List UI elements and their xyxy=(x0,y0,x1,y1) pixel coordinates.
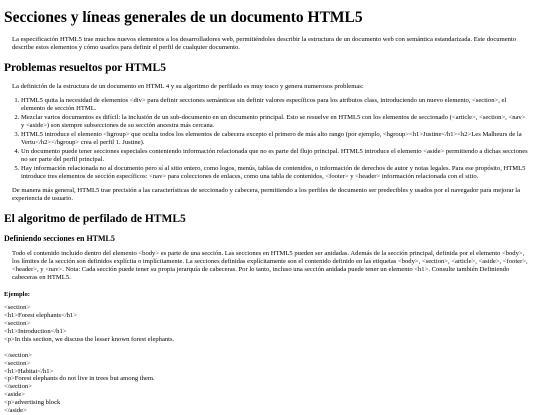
problems-list xyxy=(4,97,536,181)
example-code-block: <section> <h1>Forest elephants</h1> <section> <h1>Introduction</h1> <p>In this section, we discuss the lesser known forest elephants. </section> <section> <h1>Habitat</h1> <p>Forest elephants do not live in trees but among them. </section> <aside> <p>advertising block </aside> xyxy=(4,304,175,415)
section-heading-problems: Problemas resueltos por HTML5 xyxy=(4,62,166,75)
defining-sections-paragraph: Todo el contenido incluido dentro del elemento <body> es parte de una sección. Las secciones en HTML5 pueden ser anidadas. Además de la sección principal, definida por el elemento <body>, los límites de la sección son definidos explícita o implícitamente. La secciones definidas explícitamente son el contenido definido en las etiquetas <body>, <section>, <article>, <aside>, <footer>, <header>, y <nav>. Nota: Cada sección puede tener su propia jerarquía de cabeceras. Por lo tanto, incluso una sección anidada puede tener un elemento <h1>. Consulte también Definiendo cabeceras en HTML5. xyxy=(12,250,528,282)
example-label: Ejemplo: xyxy=(4,291,31,299)
intro-paragraph: La especificación HTML5 trae muchos nuevos elementos a los desarrolladores web, permitiéndoles describir la estructura de un documento web con semántica estandarizada. Este documento describe estos elementos y cómo usarlos para definir el perfil de cualquier documento. xyxy=(12,36,517,52)
subsection-heading-defining-sections: Definiendo secciones en HTML5 xyxy=(4,234,115,244)
list-item: 5. Hay información relacionada no al documento pero sí al sitio entero, como logos, menús, tablas de contenidos, o información de derechos de autor y notas legales. Para ese propósito, HTML5 introduce tres elementos de sección específicos: <nav> para colecciones de enlaces, como una tabla de contenidos, <footer> y <header> información relacionada con el sitio. xyxy=(21,165,530,181)
page-title: Secciones y líneas generales de un documento HTML5 xyxy=(4,9,363,26)
problems-closing-paragraph: De manera más general, HTML5 trae precisión a las características de seccionado y cabecera, permitiendo a los perfiles de documento ser predecibles y usados por el navegador para mejorar la experiencia de usuario. xyxy=(12,186,521,202)
list-item: 3. HTML5 introduce el elemento <hgroup> que oculta todos los elementos de cabecera excepto el primero de más alto rango (por ejemplo, <hgroup><h1>Justine</h1><h2>Les Malheurs de la Vertu</h2></hgroup> crea el perfil 1. Justine). xyxy=(21,131,530,147)
problems-lead-paragraph: La definición de la estructura de un documento en HTML 4 y su algoritmo de perfilado es muy tosco y genera numerosos problemas: xyxy=(12,82,364,90)
section-heading-algorithm: El algoritmo de perfilado de HTML5 xyxy=(4,212,186,225)
list-item: 1. HTML5 quita la necesidad de elementos <div> para definir secciones semánticas sin definir valores específicos para los atributos class, introduciendo un nuevo elemento, <section>, el elemento de sección HTML. xyxy=(21,97,530,113)
list-item: 4. Un documento puede tener secciones especiales conteniendo información relacionada que no es parte del flujo principal. HTML5 introduce el elemento <aside> permitiendo a dichas secciones no ser parte del perfil principal. xyxy=(21,148,530,164)
list-item: 2. Mezclar varios documentos es difícil: la inclusión de un sub-documento en un documento principal. Esto se resuelve en HTML5 con los elementos de seccionado (<article>, <section>, <nav> y <aside>) son siempre subsecciones de su sección ancestra más cercana. xyxy=(21,114,530,130)
